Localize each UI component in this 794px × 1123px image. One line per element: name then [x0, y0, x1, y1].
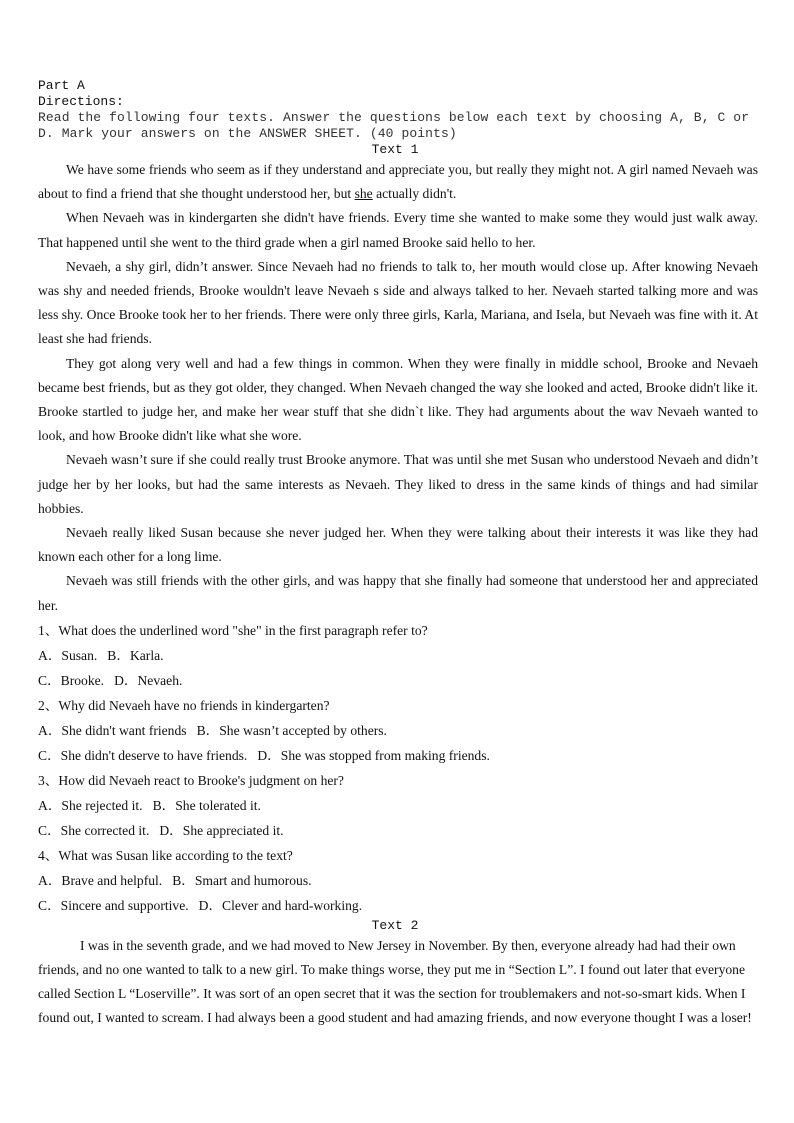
- text1-paragraph-6: Nevaeh really liked Susan because she never judged her. When they were talking about their interests it was like they had known each other for a long lime.: [38, 525, 758, 565]
- option[interactable]: A．She rejected it.: [38, 797, 143, 813]
- option[interactable]: B．Smart and humorous.: [172, 872, 312, 888]
- question-1-options-row-1: [38, 643, 758, 668]
- text1-paragraph-1: [38, 158, 758, 206]
- option[interactable]: A．Susan.: [38, 647, 98, 663]
- question-3: 3、How did Nevaeh react to Brooke's judgment on her?: [38, 772, 344, 788]
- option[interactable]: B．She tolerated it.: [152, 797, 261, 813]
- text2-paragraph-1: I was in the seventh grade, and we had moved to New Jersey in November. By then, everyone already had had their own friends, and no one wanted to talk to a new girl. To make things worse, they put me in “Section L”. I found out later that everyone called Section L “Loserville”. It was sort of an open secret that it was the section for troublemakers and not-so-smart kids. When I found out, I wanted to scream. I had always been a good student and had amazing friends, and now everyone thought I was a loser!: [38, 937, 752, 1026]
- text2-passage: [38, 934, 758, 1031]
- question-4-options-row-1: [38, 868, 758, 893]
- option[interactable]: A．She didn't want friends: [38, 722, 187, 738]
- option[interactable]: B．She wasn’t accepted by others.: [196, 722, 387, 738]
- question-2-options-row-1: [38, 718, 758, 743]
- question-1: 1、What does the underlined word "she" in the first paragraph refer to?: [38, 622, 428, 638]
- text1-paragraph-3: Nevaeh, a shy girl, didn’t answer. Since Nevaeh had no friends to talk to, her mouth would close up. After knowing Nevaeh was shy and needed friends, Brooke wouldn't leave Nevaeh s side and always talked to her. Nevaeh started talking more and was less shy. Once Brooke took her to her friends. There were only three girls, Karla, Mariana, and Isela, but Nevaeh was fine with it. At least she had friends.: [38, 258, 758, 347]
- text1-passage: [38, 158, 758, 618]
- document-page: [38, 78, 758, 1031]
- question-list: [38, 618, 758, 918]
- directions-text: Read the following four texts. Answer the questions below each text by choosing A, B, C or D. Mark your answers on the ANSWER SHEET. (40 points): [38, 110, 750, 141]
- text2-title: Text 2: [371, 917, 419, 933]
- question-1-options-row-2: [38, 668, 758, 693]
- option[interactable]: C．Sincere and supportive.: [38, 897, 189, 913]
- question-2: 2、Why did Nevaeh have no friends in kindergarten?: [38, 697, 330, 713]
- question-4: 4、What was Susan like according to the text?: [38, 847, 293, 863]
- option[interactable]: B．Karla.: [107, 647, 164, 663]
- part-heading: Part A: [38, 78, 85, 93]
- question-2-options-row-2: [38, 743, 758, 768]
- text1-paragraph-2: When Nevaeh was in kindergarten she didn't have friends. Every time she wanted to make some they would just walk away. That happened until she went to the third grade when a girl named Brooke said hello to her.: [38, 210, 758, 250]
- question-3-options-row-1: [38, 793, 758, 818]
- option[interactable]: C．She corrected it.: [38, 822, 150, 838]
- text1-paragraph-4: They got along very well and had a few things in common. When they were finally in middle school, Brooke and Nevaeh became best friends, but as they got older, they changed. When Nevaeh changed the way she looked and acted, Brooke didn't like it. Brooke startled to judge her, and make her wear stuff that she didn`t like. They had arguments about the wav Nevaeh wanted to look, and how Brooke didn't like what she wore.: [38, 355, 758, 444]
- directions-label: Directions:: [38, 94, 124, 109]
- option[interactable]: A．Brave and helpful.: [38, 872, 163, 888]
- p1-after: actually didn't.: [372, 186, 457, 202]
- question-3-options-row-2: [38, 818, 758, 843]
- text1-title: Text 1: [371, 142, 419, 157]
- p1-before: We have some friends who seem as if they understand and appreciate you, but really they might not. A girl named Nevaeh was about to find a friend that she thought understood her, but: [38, 162, 758, 202]
- option[interactable]: D．Nevaeh.: [114, 672, 183, 688]
- option[interactable]: C．Brooke.: [38, 672, 105, 688]
- text1-paragraph-5: Nevaeh wasn’t sure if she could really trust Brooke anymore. That was until she met Susan who understood Nevaeh and didn’t judge her by her looks, but had the same interests as Nevaeh. They liked to dress in the same kinds of things and had similar hobbies.: [38, 452, 758, 516]
- option[interactable]: D．She was stopped from making friends.: [257, 747, 490, 763]
- option[interactable]: D．Clever and hard-working.: [198, 897, 363, 913]
- option[interactable]: D．She appreciated it.: [159, 822, 284, 838]
- question-4-options-row-2: [38, 893, 758, 918]
- option[interactable]: C．She didn't deserve to have friends.: [38, 747, 248, 763]
- text1-paragraph-7: Nevaeh was still friends with the other girls, and was happy that she finally had someone that understood her and appreciated her.: [38, 573, 758, 613]
- underlined-she: she: [354, 186, 373, 202]
